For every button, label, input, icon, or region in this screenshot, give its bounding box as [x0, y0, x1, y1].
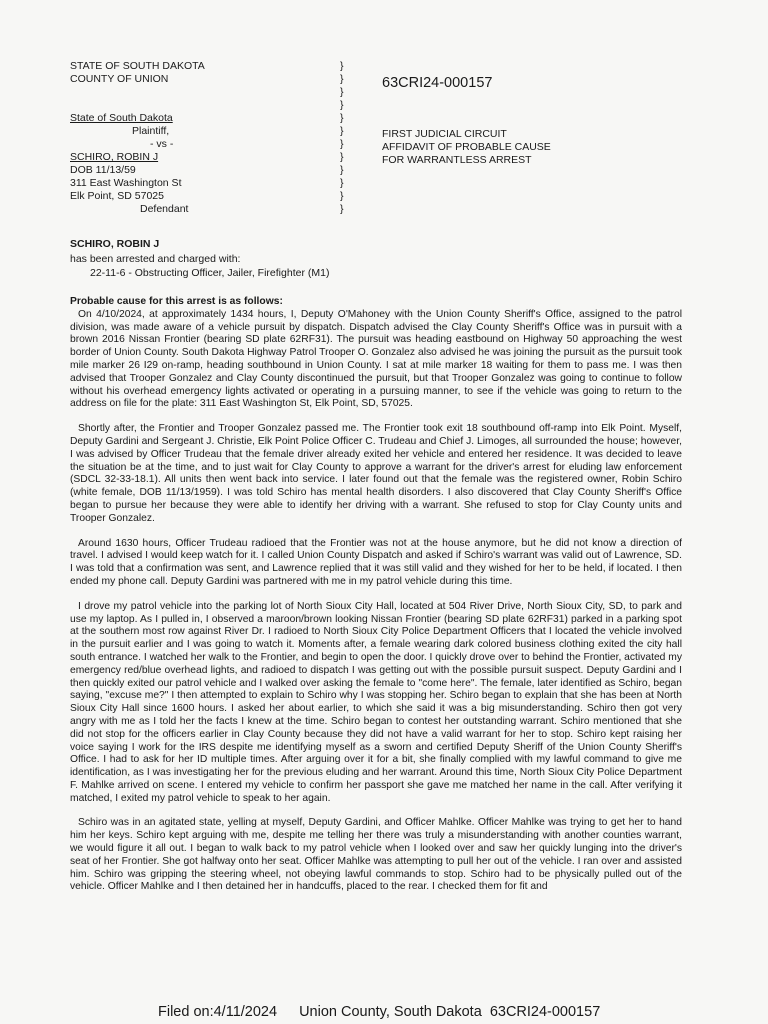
court-title: [382, 128, 551, 167]
filed-date: Filed on:4/11/2024: [158, 1004, 278, 1020]
document-subtitle: FOR WARRANTLESS ARREST: [382, 154, 532, 166]
case-caption: [70, 60, 205, 216]
caption-bracket: }: [340, 60, 344, 72]
arrestee-name: SCHIRO, ROBIN J: [70, 238, 160, 250]
caption-bracket: }: [340, 112, 344, 124]
plaintiff-label: Plaintiff,: [132, 125, 170, 137]
caption-bracket: }: [340, 86, 344, 98]
probable-cause-paragraph: On 4/10/2024, at approximately 1434 hours, I, Deputy O'Mahoney with the Union County Sheriff's Office, assigned to the patrol division, was made aware of a vehicle pursuit by dispatch. Dispatch advised the Clay County Sheriff's Office was in pursuit with a brown 2016 Nissan Frontier (bearing SD plate 62RF31). The pursuit was heading eastbound on Highway 50 approaching the west border of Union County. South Dakota Highway Patrol Trooper O. Gonzalez also advised he was joining the pursuit as the pursuit took mile marker 26 I29 on-ramp, heading southbound in Union County. I sat at mile marker 18 waiting for them to pass me. I was then advised that Trooper Gonzalez and Clay County discontinued the pursuit, but that Trooper Gonzalez was going to continue to follow without his overhead emergency lights activated or operating in a pursuing manner, to see if the vehicle was going to return to the address on file for the plate: 311 East Washington St, Elk Point, SD, 57025.: [70, 308, 682, 410]
probable-cause-heading: Probable cause for this arrest is as follows:: [70, 296, 283, 307]
defendant-address-line1: 311 East Washington St: [70, 177, 182, 189]
caption-bracket: }: [340, 177, 344, 189]
caption-bracket: }: [340, 164, 344, 176]
caption-bracket: }: [340, 125, 344, 137]
court-circuit: FIRST JUDICIAL CIRCUIT: [382, 128, 507, 140]
caption-brackets: [340, 60, 344, 216]
charge-block: [70, 252, 329, 280]
probable-cause-paragraph: I drove my patrol vehicle into the parking lot of North Sioux City Hall, located at 504 River Drive, North Sioux City, SD, to park and use my laptop. As I pulled in, I observed a maroon/brown looking Nissan Frontier (bearing SD plate 62RF31) parked in a parking spot at the southern most row against River Dr. I radioed to North Sioux City Police Department Officers that I located the vehicle involved in the pursuit earlier and I was going to watch it. Moments after, a female wearing dark colored business clothing exited the city hall south entrance. I watched her walk to the Frontier, and begin to open the door. I quickly drove over to behind the Frontier, activated my emergency red/blue overhead lights, and radioed to dispatch I was getting out with the possible pursuit suspect. Deputy Gardini and I then quickly exited our patrol vehicle and I walked over asking the female to "come here". The female, later identified as Schiro, began saying, "excuse me?" I then attempted to explain to Schiro why I was stopping her. Schiro began to explain that she has been at North Sioux City Hall since 1600 hours. I asked her about earlier, to which she said it was a big misunderstanding. Schiro then got very angry with me as I told her the facts I knew at the time. Schiro began to contest her outstanding warrant. Schiro mentioned that she did not stop for the officers earlier in Clay County because they did not have a valid warrant for her to stop. Schiro kept raising her voice saying I work for the IRS despite me identifying myself as a sworn and certified Deputy Sheriff of the Union County Sheriff's Office. I had to ask for her ID multiple times. After arguing over it for a bit, she finally complied with my lawful command to give me identification, as I was investigating her for the previous eluding and her warrant. Around this time, North Sioux City Police Department F. Mahlke arrived on scene. I entered my vehicle to confirm her passport she gave me matched her name in the call. After verifying it matched, I exited my patrol vehicle to speak to her again.: [70, 600, 682, 804]
charge-item: 22-11-6 - Obstructing Officer, Jailer, Firefighter (M1): [90, 267, 330, 279]
filing-case-number: 63CRI24-000157: [489, 1004, 601, 1020]
county-line: COUNTY OF UNION: [70, 73, 169, 85]
caption-bracket: }: [340, 138, 344, 150]
probable-cause-paragraph: Around 1630 hours, Officer Trudeau radioed that the Frontier was not at the house anymore, but he did not know a direction of travel. I advised I would keep watch for it. I called Union County Dispatch and asked if Schiro's warrant was valid out of Lawrence, SD. I was told that a confirmation was sent, and Lawrence replied that it was still valid and they wished for her to be held, if located. I then ended my phone call. Deputy Gardini was partnered with me in my patrol vehicle during this time.: [70, 537, 682, 587]
filing-footer: [158, 1004, 618, 1020]
caption-bracket: }: [340, 151, 344, 163]
defendant-label: Defendant: [140, 203, 189, 215]
caption-bracket: }: [340, 190, 344, 202]
caption-bracket: }: [340, 99, 344, 111]
caption-bracket: }: [340, 73, 344, 85]
defendant-address-line2: Elk Point, SD 57025: [70, 190, 164, 202]
document-title: AFFIDAVIT OF PROBABLE CAUSE: [382, 141, 551, 153]
probable-cause-section: [70, 296, 682, 906]
defendant-name: SCHIRO, ROBIN J: [70, 151, 159, 163]
case-number: 63CRI24-000157: [382, 75, 493, 91]
defendant-dob: DOB 11/13/59: [70, 164, 136, 176]
charge-statement: has been arrested and charged with:: [70, 253, 241, 265]
caption-bracket: }: [340, 203, 344, 215]
probable-cause-paragraph: Shortly after, the Frontier and Trooper Gonzalez passed me. The Frontier took exit 18 southbound off-ramp into Elk Point. Myself, Deputy Gardini and Sergeant J. Christie, Elk Point Police Officer C. Trudeau and Chief J. Limoges, all surrounded the house; however, I was advised by Officer Trudeau that the female driver already exited her vehicle and entered her residence. It was decided to leave the situation be at the time, and to just wait for Clay County to approve a warrant for the driver's arrest for eluding law enforcement (SDCL 32-33-18.1). All units then went back into service. I later found out that the female was the registered owner, Robin Schiro (white female, DOB 11/13/1959). I was told Schiro has mental health disorders. I also discovered that Clay County Sheriff's Office began to pursue her because they were able to identify her driving with a warrant. She refused to stop for Clay County units and Trooper Gonzalez.: [70, 423, 682, 524]
filing-county: Union County, South Dakota: [299, 1004, 482, 1020]
plaintiff-name: State of South Dakota: [70, 112, 173, 124]
state-line: STATE OF SOUTH DAKOTA: [70, 60, 205, 72]
probable-cause-paragraph: Schiro was in an agitated state, yelling at myself, Deputy Gardini, and Officer Mahlke. Officer Mahlke was trying to get her to hand him her keys. Schiro kept arguing with me, despite me telling her there was truly a misunderstanding with another counties warrant, we would figure it all out. I began to walk back to my patrol vehicle when I looked over and saw her quickly lunging into the driver's seat of her Frontier. She got halfway onto her seat. Officer Mahlke was attempting to pull her out of the vehicle. I ran over and assisted him. Schiro was gripping the steering wheel, not obeying lawful commands to stop. Schiro had to be physically pulled out of the vehicle. Officer Mahlke and I then detained her in handcuffs, placed to the rear. I checked them for fit and: [70, 817, 682, 893]
versus-label: - vs -: [150, 138, 174, 150]
